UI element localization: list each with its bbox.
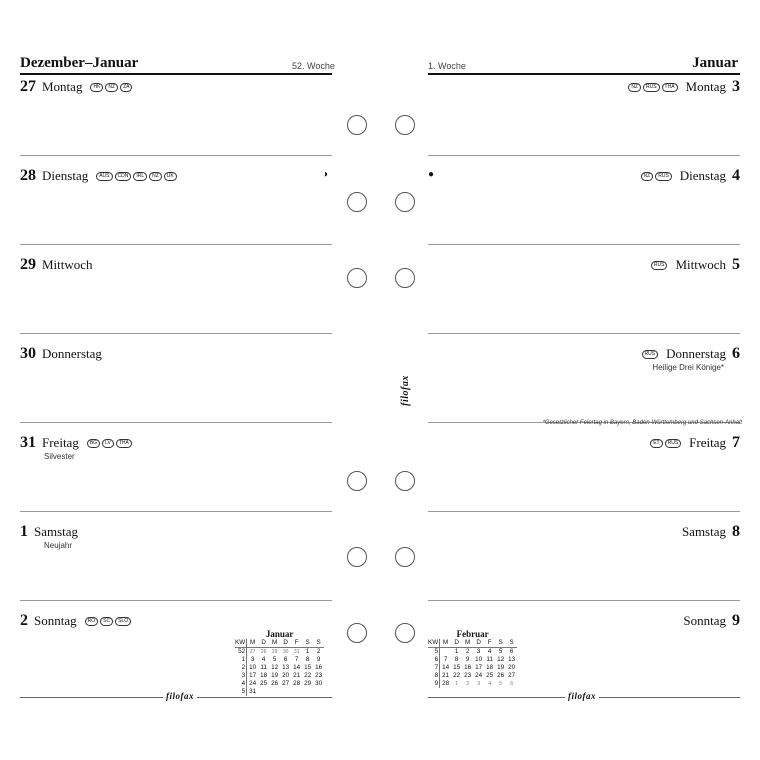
calendar-header: M — [247, 639, 259, 648]
holiday-country-tags — [650, 439, 681, 448]
country-tag: CDN — [115, 172, 132, 181]
left-day-28[interactable] — [20, 167, 179, 185]
calendar-day — [440, 648, 452, 657]
country-tag: IRL — [133, 172, 147, 181]
calendar-day: 9 — [316, 656, 321, 663]
calendar-day: 27 — [249, 649, 256, 655]
holiday-country-tags — [90, 83, 132, 92]
day-number: 31 — [20, 434, 36, 451]
country-tag: NZ — [641, 172, 654, 181]
calendar-day — [291, 688, 302, 696]
calendar-header: KW — [428, 639, 439, 646]
left-calendar-grid — [235, 639, 324, 696]
ring-hole — [395, 547, 415, 567]
calendar-day: 28 — [293, 680, 301, 687]
calendar-day: 1 — [454, 648, 459, 655]
country-tag: RO — [85, 617, 99, 626]
calendar-week-number: 5 — [235, 688, 247, 696]
calendar-day: 21 — [442, 672, 450, 679]
calendar-day: 15 — [304, 664, 312, 671]
calendar-day: 11 — [260, 664, 267, 671]
ring-hole — [347, 192, 367, 212]
calendar-day: 4 — [261, 656, 266, 663]
calendar-day: 5 — [499, 681, 503, 687]
ring-hole — [347, 268, 367, 288]
calendar-day: 30 — [282, 649, 289, 655]
calendar-day: 26 — [271, 680, 279, 687]
day-number: 7 — [732, 434, 740, 451]
calendar-header: M — [440, 639, 452, 648]
calendar-day: 3 — [476, 648, 481, 655]
day-name: Sonntag — [34, 613, 77, 628]
country-tag: SLO — [115, 617, 131, 626]
right-page-title: Januar — [692, 55, 738, 71]
day-name: Dienstag — [42, 168, 89, 183]
left-day-1[interactable] — [20, 523, 78, 541]
calendar-day: 16 — [315, 664, 323, 671]
calendar-header: S — [506, 639, 517, 648]
right-day-separator — [428, 333, 740, 334]
calendar-week-number: 52 — [235, 648, 247, 657]
calendar-day: 17 — [475, 664, 483, 671]
calendar-day: 11 — [486, 656, 493, 663]
right-day-separator — [428, 600, 740, 601]
right-footer-logo: filofax — [565, 691, 599, 701]
holiday-country-tags — [96, 172, 177, 181]
calendar-day: 2 — [316, 648, 321, 655]
day-name: Donnerstag — [666, 346, 726, 361]
ring-hole — [395, 471, 415, 491]
country-tag: NZ — [149, 172, 162, 181]
calendar-week-number: 6 — [428, 656, 440, 664]
right-day-9[interactable] — [683, 612, 740, 630]
left-header-rule — [20, 73, 332, 75]
calendar-day: 4 — [487, 648, 492, 655]
calendar-day: 19 — [271, 672, 279, 679]
day-name: Mittwoch — [42, 257, 93, 272]
holiday-country-tags — [651, 261, 668, 270]
country-tag: ZA — [120, 83, 132, 92]
holiday-country-tags — [642, 350, 659, 359]
day-note: Silvester — [44, 452, 75, 461]
day-number: 2 — [20, 612, 28, 629]
country-tag: NZ — [628, 83, 641, 92]
calendar-day — [280, 688, 291, 696]
calendar-day: 31 — [293, 649, 300, 655]
calendar-day: 3 — [250, 656, 255, 663]
calendar-day: 14 — [442, 664, 450, 671]
calendar-day — [258, 688, 269, 696]
country-tag: SC — [100, 617, 113, 626]
calendar-day: 20 — [282, 672, 290, 679]
ring-hole — [347, 623, 367, 643]
left-week-label: 52. Woche — [292, 61, 335, 71]
day-note: Heilige Drei Könige* — [652, 363, 724, 372]
day-name: Dienstag — [679, 168, 726, 183]
calendar-day: 10 — [475, 656, 483, 663]
day-number: 27 — [20, 78, 36, 95]
calendar-day: 22 — [304, 672, 312, 679]
calendar-day: 13 — [282, 664, 290, 671]
left-footer-logo: filofax — [163, 691, 197, 701]
calendar-day: 15 — [453, 664, 461, 671]
calendar-day: 10 — [249, 664, 257, 671]
calendar-day: 24 — [249, 680, 257, 687]
left-day-27[interactable] — [20, 78, 134, 96]
country-tag: RUS — [651, 261, 668, 270]
calendar-header: F — [484, 639, 495, 648]
calendar-day: 19 — [497, 664, 505, 671]
right-day-separator — [428, 155, 740, 156]
calendar-header: M — [269, 639, 280, 648]
calendar-header: S — [302, 639, 313, 648]
right-day-4[interactable] — [639, 167, 740, 185]
left-day-separator — [20, 600, 332, 601]
calendar-day — [313, 688, 324, 696]
calendar-day: 18 — [260, 672, 268, 679]
calendar-day: 12 — [497, 656, 505, 663]
day-name: Donnerstag — [42, 346, 102, 361]
calendar-week-number: 5 — [428, 648, 440, 657]
left-day-separator — [20, 155, 332, 156]
calendar-day: 23 — [464, 672, 472, 679]
left-day-separator — [20, 244, 332, 245]
left-day-31[interactable] — [20, 434, 134, 452]
calendar-header: D — [280, 639, 291, 648]
holiday-country-tags — [87, 439, 132, 448]
right-day-3[interactable] — [626, 78, 740, 96]
left-day-separator — [20, 333, 332, 334]
moon-phase-icon: ● — [428, 169, 435, 180]
right-day-8[interactable] — [682, 523, 740, 541]
day-note: Neujahr — [44, 541, 73, 550]
calendar-day: 18 — [486, 664, 494, 671]
country-tag: NZ — [105, 83, 118, 92]
country-tag: UK — [164, 172, 177, 181]
holiday-country-tags — [641, 172, 672, 181]
calendar-day: 7 — [294, 656, 299, 663]
calendar-week-number: 2 — [235, 664, 247, 672]
calendar-header: KW — [235, 639, 246, 646]
calendar-day: 8 — [305, 656, 310, 663]
holiday-country-tags — [85, 617, 131, 626]
right-day-separator — [428, 511, 740, 512]
calendar-header: D — [473, 639, 484, 648]
left-day-separator — [20, 511, 332, 512]
right-week-label: 1. Woche — [428, 61, 466, 71]
ring-hole — [395, 268, 415, 288]
calendar-week-number: 8 — [428, 672, 440, 680]
left-day-separator — [20, 422, 332, 423]
calendar-week-number: 7 — [428, 664, 440, 672]
calendar-day: 28 — [260, 649, 267, 655]
day-name: Montag — [42, 79, 83, 94]
country-tag: RUS — [665, 439, 682, 448]
country-tag: RUS — [643, 83, 660, 92]
calendar-day: 22 — [453, 672, 461, 679]
calendar-day: 12 — [271, 664, 279, 671]
right-day-7[interactable] — [648, 434, 740, 452]
left-day-2[interactable] — [20, 612, 133, 630]
country-tag: LV — [102, 439, 114, 448]
calendar-day: 21 — [293, 672, 301, 679]
ring-hole — [395, 623, 415, 643]
left-calendar-title: Januar — [265, 629, 294, 639]
calendar-header: D — [451, 639, 462, 648]
calendar-day: 6 — [283, 656, 288, 663]
calendar-day: 25 — [486, 672, 494, 679]
calendar-day: 24 — [475, 672, 483, 679]
day-name: Montag — [685, 79, 726, 94]
holiday-footnote: *Gesetzlicher Feiertag in Bayern, Baden-Württemberg und Sachsen-Anhalt — [542, 420, 742, 426]
spine-logo: filofax — [399, 375, 411, 406]
ring-hole — [347, 115, 367, 135]
calendar-day: 9 — [465, 656, 470, 663]
calendar-day: 5 — [272, 656, 277, 663]
day-number: 5 — [732, 256, 740, 273]
calendar-day: 13 — [508, 656, 516, 663]
country-tag: RUS — [642, 350, 659, 359]
calendar-week-number: 4 — [235, 680, 247, 688]
calendar-day: 7 — [443, 656, 448, 663]
right-day-separator — [428, 244, 740, 245]
country-tag: AUS — [96, 172, 112, 181]
right-header-rule — [428, 73, 740, 75]
calendar-day: 1 — [305, 648, 310, 655]
country-tag: ET — [650, 439, 662, 448]
calendar-day: 28 — [442, 680, 450, 687]
calendar-day: 8 — [454, 656, 459, 663]
calendar-day: 6 — [509, 648, 514, 655]
right-calendar-grid — [428, 639, 517, 688]
day-number: 4 — [732, 167, 740, 184]
country-tag: HK — [90, 83, 103, 92]
calendar-day: 31 — [249, 688, 257, 695]
day-name: Freitag — [42, 435, 79, 450]
left-page-title: Dezember–Januar — [20, 55, 139, 71]
calendar-day: 2 — [465, 648, 470, 655]
calendar-day: 1 — [455, 681, 459, 687]
calendar-day: 29 — [271, 649, 278, 655]
calendar-day: 6 — [510, 681, 514, 687]
country-tag: BG — [87, 439, 100, 448]
left-mini-calendar — [235, 629, 324, 696]
calendar-day: 30 — [315, 680, 323, 687]
left-day-29[interactable] — [20, 256, 93, 274]
calendar-day: 26 — [497, 672, 505, 679]
calendar-day: 3 — [477, 681, 481, 687]
ring-hole — [395, 115, 415, 135]
day-name: Sonntag — [683, 613, 726, 628]
ring-hole — [347, 547, 367, 567]
holiday-country-tags — [628, 83, 677, 92]
calendar-day: 27 — [282, 680, 290, 687]
day-name: Mittwoch — [675, 257, 726, 272]
calendar-day: 20 — [508, 664, 516, 671]
calendar-header: D — [258, 639, 269, 648]
country-tag: THA — [116, 439, 132, 448]
calendar-day: 4 — [488, 681, 492, 687]
day-number: 28 — [20, 167, 36, 184]
calendar-day — [269, 688, 280, 696]
calendar-week-number: 3 — [235, 672, 247, 680]
calendar-week-number: 9 — [428, 680, 440, 688]
calendar-day — [302, 688, 313, 696]
ring-hole — [395, 192, 415, 212]
left-day-30[interactable] — [20, 345, 102, 363]
country-tag: RUS — [655, 172, 672, 181]
calendar-day: 25 — [260, 680, 268, 687]
calendar-day: 23 — [315, 672, 323, 679]
calendar-day: 2 — [466, 681, 470, 687]
day-number: 1 — [20, 523, 28, 540]
day-number: 9 — [732, 612, 740, 629]
moon-phase-icon: ◑ — [322, 169, 329, 180]
day-number: 30 — [20, 345, 36, 362]
calendar-header: S — [495, 639, 506, 648]
right-day-6[interactable] — [640, 345, 741, 363]
country-tag: THA — [662, 83, 678, 92]
ring-hole — [347, 471, 367, 491]
right-mini-calendar — [428, 629, 517, 688]
day-name: Freitag — [689, 435, 726, 450]
calendar-header: F — [291, 639, 302, 648]
calendar-week-number: 1 — [235, 656, 247, 664]
day-name: Samstag — [681, 524, 726, 539]
calendar-day: 16 — [464, 664, 472, 671]
right-calendar-title: Februar — [456, 629, 489, 639]
calendar-day: 14 — [293, 664, 301, 671]
right-day-5[interactable] — [649, 256, 740, 274]
calendar-day: 5 — [498, 648, 503, 655]
calendar-header: M — [462, 639, 473, 648]
calendar-day: 27 — [508, 672, 516, 679]
calendar-header: S — [313, 639, 324, 648]
day-number: 29 — [20, 256, 36, 273]
day-number: 8 — [732, 523, 740, 540]
day-number: 3 — [732, 78, 740, 95]
day-number: 6 — [732, 345, 740, 362]
day-name: Samstag — [34, 524, 79, 539]
calendar-day: 29 — [304, 680, 312, 687]
calendar-day: 17 — [249, 672, 257, 679]
